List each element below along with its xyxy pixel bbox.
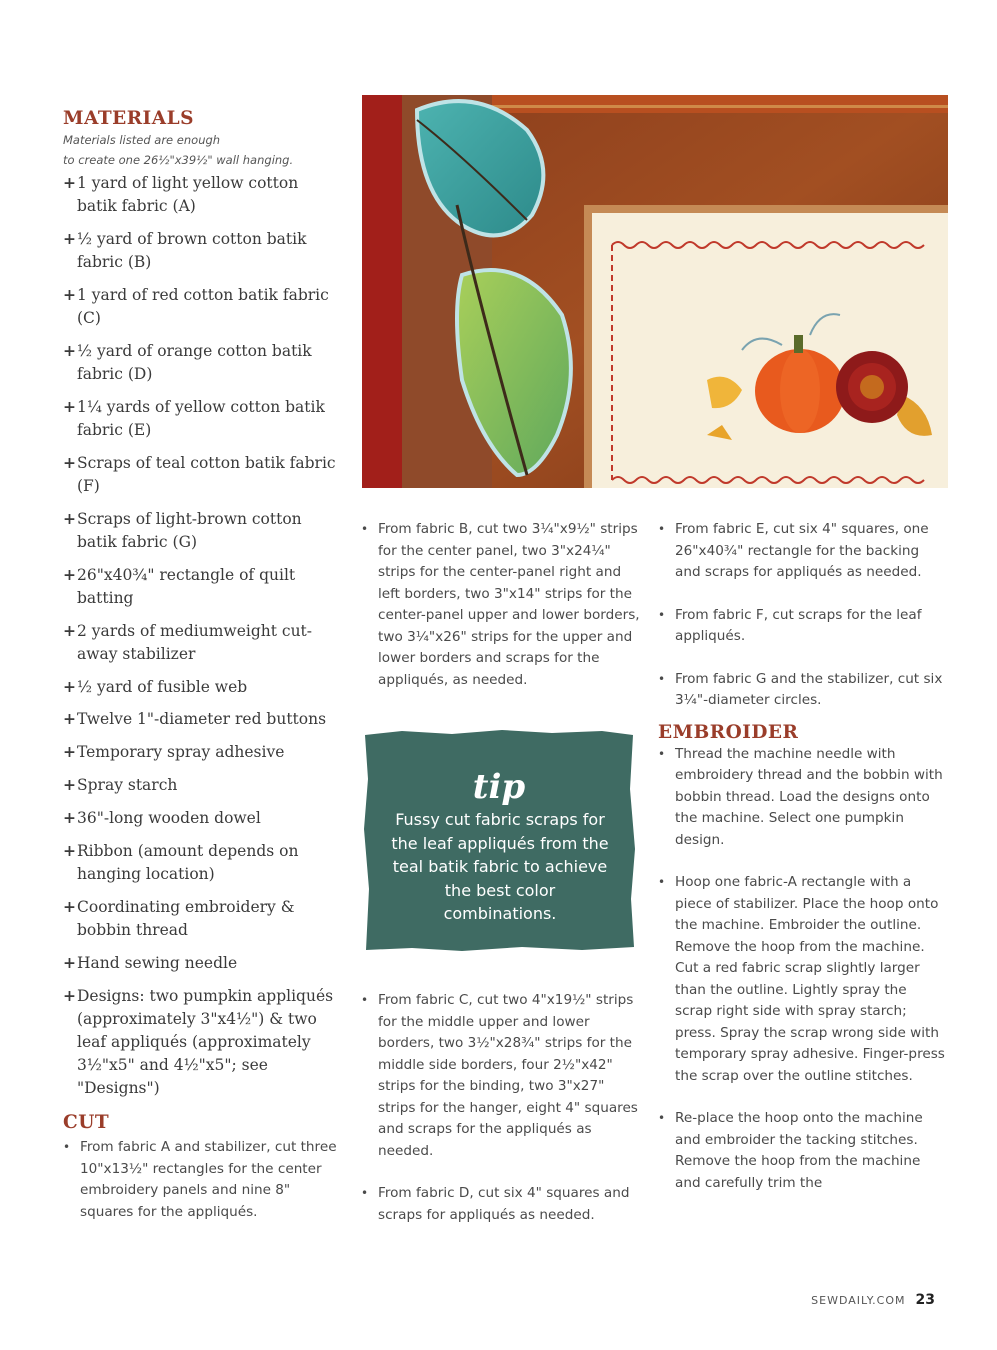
list-item: +½ yard of orange cotton batik fabric (D) [63, 341, 312, 383]
list-item: • From fabric F, cut scraps for the leaf appliqués. [658, 606, 922, 644]
right-column [658, 519, 948, 1215]
materials-intro [63, 130, 338, 171]
list-item: +½ yard of brown cotton batik fabric (B) [63, 229, 307, 271]
list-item: +36"-long wooden dowel [63, 808, 261, 827]
cut-list-col2a [361, 519, 646, 691]
list-item: +Coordinating embroidery & bobbin thread [63, 897, 295, 939]
left-column [63, 108, 338, 1244]
tip-text: Fussy cut fabric scraps for the leaf appliqués from the teal batik fabric to achieve the best color combinations. [391, 810, 609, 923]
page-footer [811, 1292, 935, 1308]
middle-column-lower [361, 990, 646, 1247]
list-item: +Designs: two pumpkin appliqués (approximately 3"x4½") & two leaf appliqués (approximately 3½"x5" and 4½"x5"; see "Designs") [63, 986, 334, 1097]
list-item: +Scraps of light-brown cotton batik fabric (G) [63, 509, 302, 551]
list-item: • From fabric D, cut six 4" squares and scraps for appliqués as needed. [361, 1185, 630, 1223]
list-item: • Re-place the hoop onto the machine and embroider the tacking stitches. Remove the hoop from the machine and carefully trim the [658, 1110, 923, 1191]
embroider-heading: EMBROIDER [658, 721, 799, 743]
list-item: +Scraps of teal cotton batik fabric (F) [63, 453, 336, 495]
list-item: +Hand sewing needle [63, 953, 238, 972]
materials-intro-line: Materials listed are enough [63, 133, 221, 147]
tip-box [362, 729, 636, 953]
embroider-list [658, 744, 948, 1195]
list-item: +1¼ yards of yellow cotton batik fabric (E) [63, 397, 325, 439]
list-item: • From fabric B, cut two 3¼"x9½" strips for the center panel, two 3"x24¼" strips for the center-panel right and left borders, two 3"x14" strips for the center-panel upper and lower borders, two 3¼"x26" strips for the upper and lower borders and scraps for the appliqués, as needed. [361, 521, 640, 688]
list-item: +Twelve 1"-diameter red buttons [63, 709, 327, 728]
list-item: +Temporary spray adhesive [63, 742, 285, 761]
tip-title: tip [472, 767, 526, 807]
cut-list-col1 [63, 1137, 338, 1223]
list-item: +Ribbon (amount depends on hanging location) [63, 841, 299, 883]
list-item: +1 yard of red cotton batik fabric (C) [63, 285, 329, 327]
page-number: 23 [915, 1292, 935, 1308]
wall-hanging-photo [362, 95, 948, 488]
middle-column-upper [361, 519, 646, 712]
list-item: +Spray starch [63, 775, 178, 794]
list-item: • From fabric G and the stabilizer, cut six 3¼"-diameter circles. [658, 670, 943, 708]
materials-list [63, 171, 338, 1100]
list-item: +1 yard of light yellow cotton batik fabric (A) [63, 173, 299, 215]
list-item: +½ yard of fusible web [63, 677, 248, 696]
materials-heading: MATERIALS [63, 108, 194, 129]
list-item: +2 yards of mediumweight cut-away stabilizer [63, 621, 313, 663]
list-item: • From fabric C, cut two 4"x19½" strips for the middle upper and lower borders, two 3½"x28¾" strips for the middle side borders, four 2½"x42" strips for the binding, two 3"x27" strips for the hanger, eight 4" squares and scraps for the appliqués as needed. [361, 992, 638, 1159]
list-item: • Hoop one fabric-A rectangle with a piece of stabilizer. Place the hoop onto the machine. Embroider the outline. Remove the hoop from the machine. Cut a red fabric scrap slightly larger than the outline. Lightly spray the scrap right side with spray starch; press. Spray the scrap wrong side with temporary spray adhesive. Finger-press the scrap over the outline stitches. [658, 874, 945, 1084]
list-item: • From fabric E, cut six 4" squares, one 26"x40¾" rectangle for the backing and scraps for appliqués as needed. [658, 521, 929, 580]
list-item: +26"x40¾" rectangle of quilt batting [63, 565, 296, 607]
list-item: • From fabric A and stabilizer, cut three 10"x13½" rectangles for the center embroidery panels and nine 8" squares for the appliqués. [63, 1139, 337, 1220]
cut-heading: CUT [63, 1112, 110, 1133]
footer-site: SEWDAILY.COM [811, 1294, 906, 1307]
materials-intro-line: to create one 26½"x39½" wall hanging. [63, 153, 294, 167]
cut-list-col2b [361, 990, 646, 1226]
list-item: • Thread the machine needle with embroidery thread and the bobbin with bobbin thread. Load the designs onto the machine. Select one pumpkin design. [658, 745, 943, 848]
cut-list-col3 [658, 519, 948, 712]
